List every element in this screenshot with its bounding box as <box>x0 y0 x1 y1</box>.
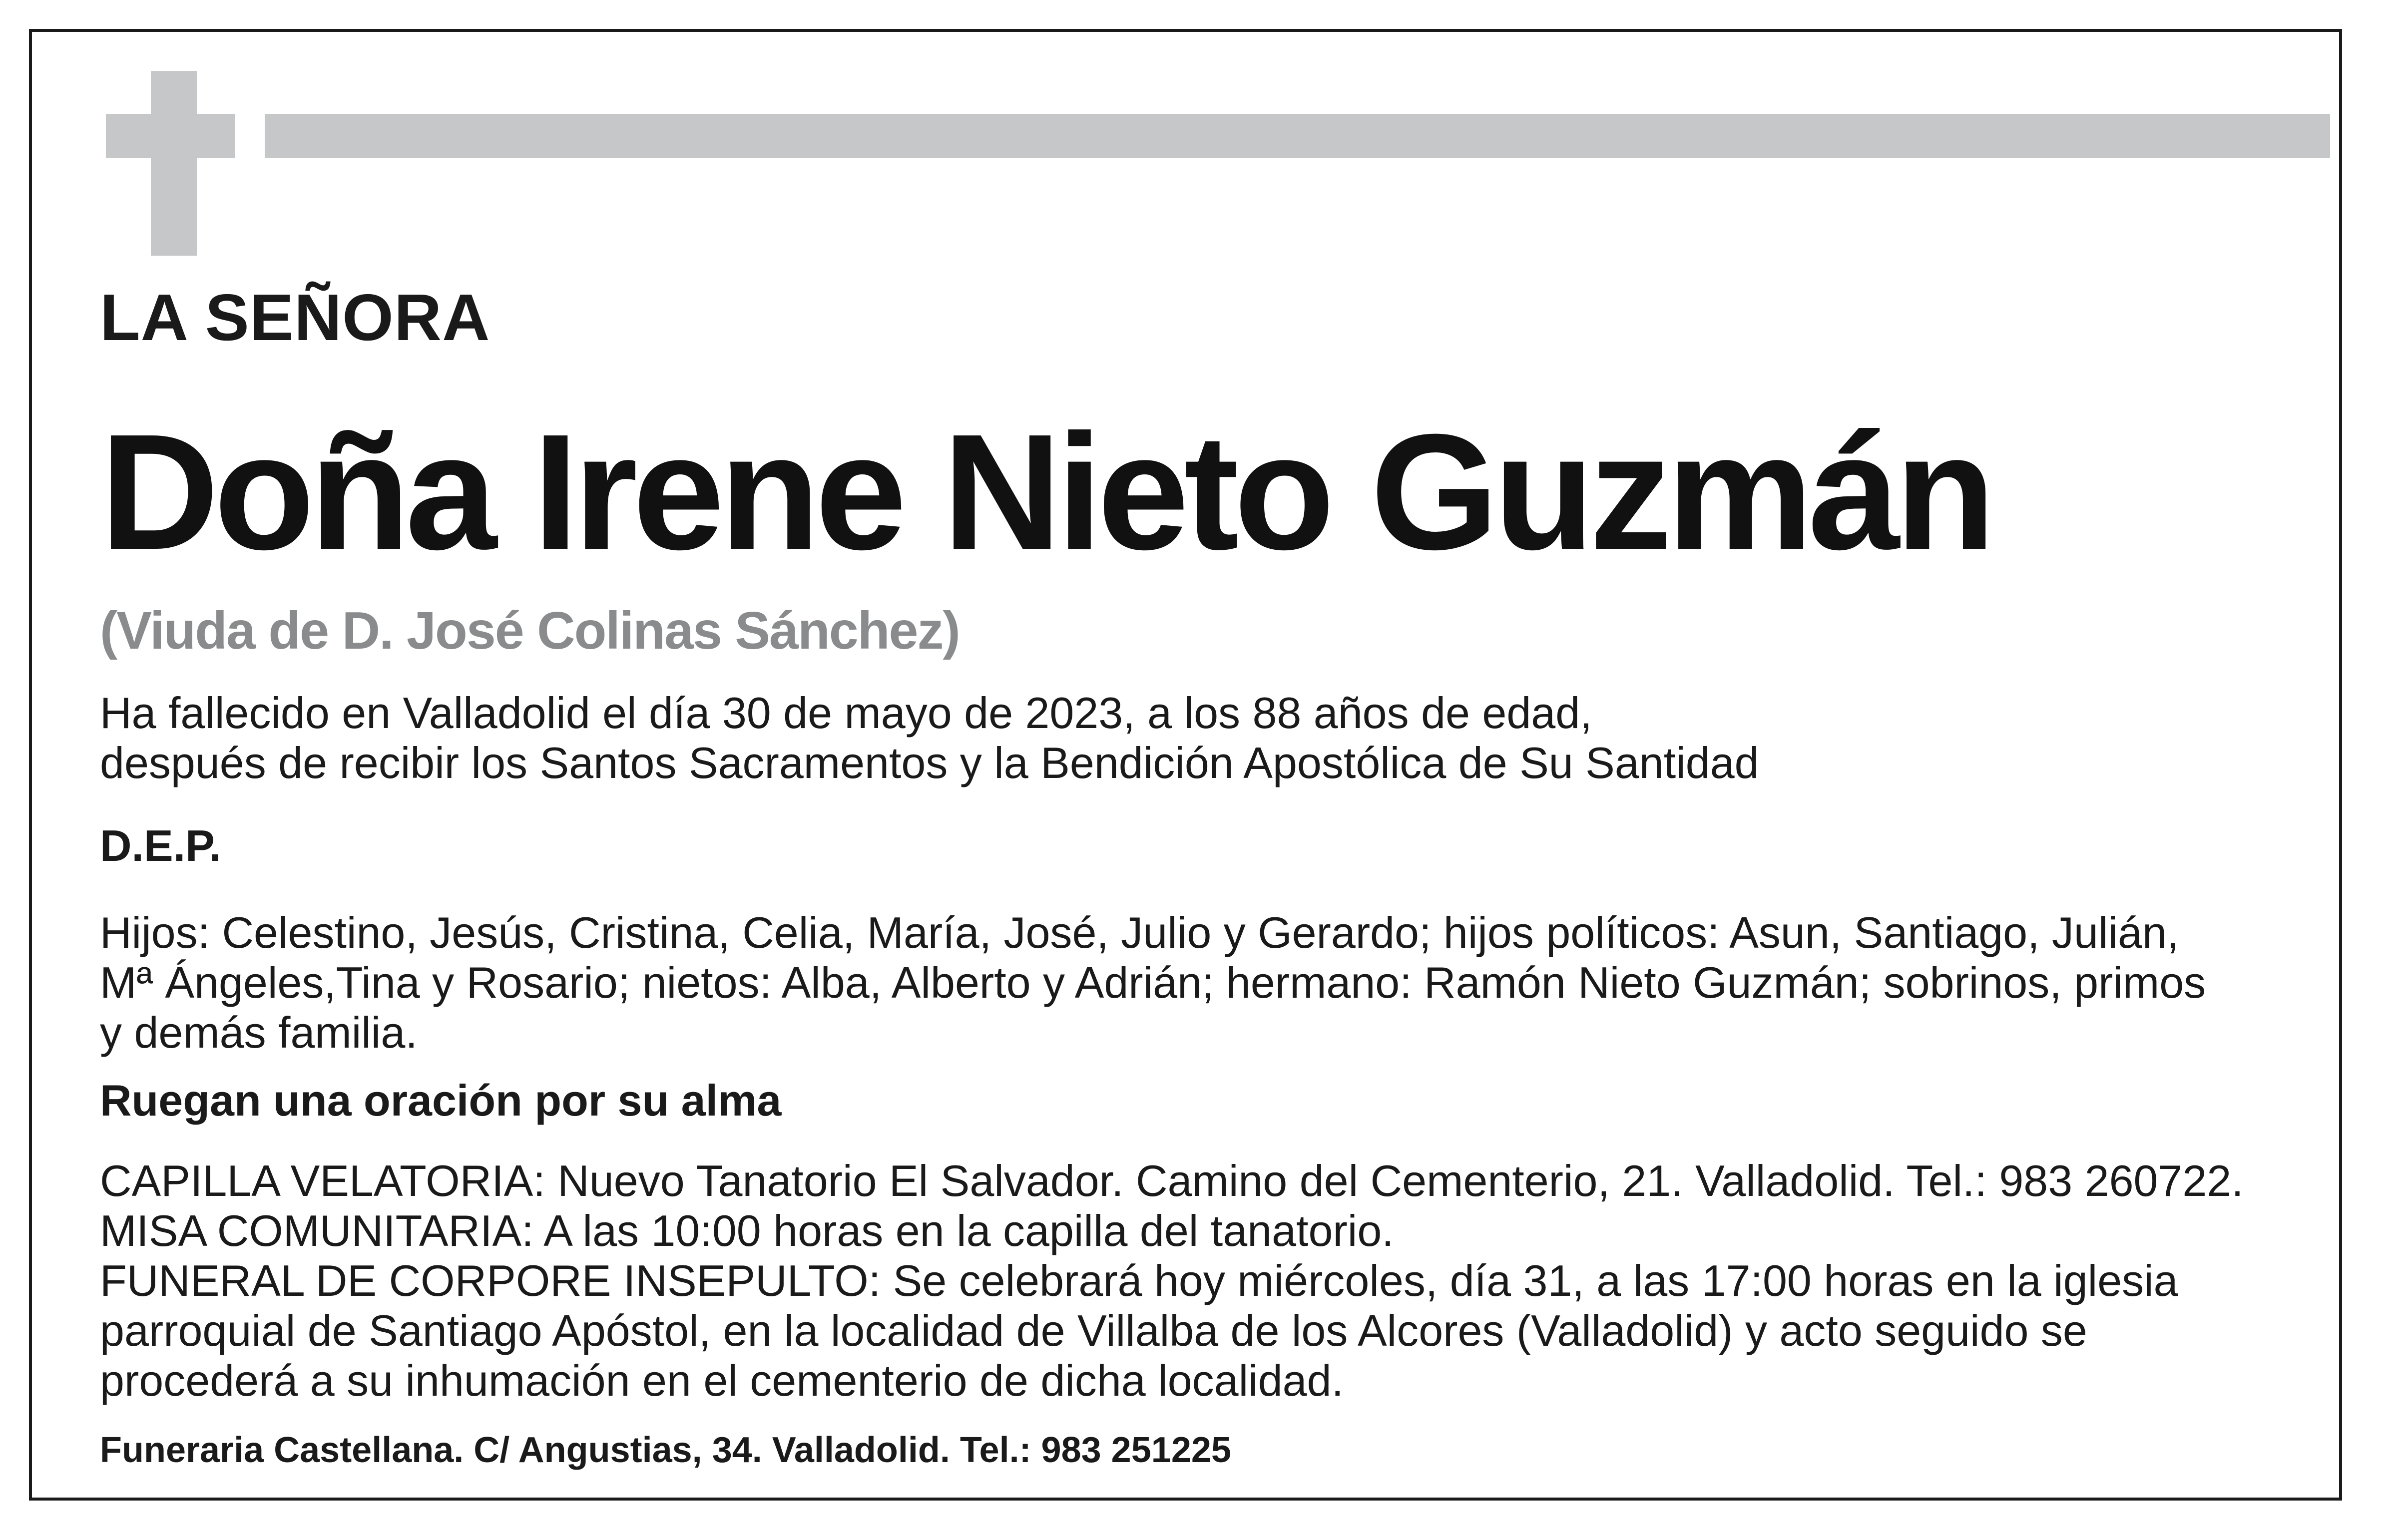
cross-icon <box>151 71 197 256</box>
death-line: Ha fallecido en Valladolid el día 30 de mayo de 2023, a los 88 años de edad, <box>100 688 1592 738</box>
services-line: CAPILLA VELATORIA: Nuevo Tanatorio El Salvador. Camino del Cementerio, 21. Valladolid. Tel.: 983 260722. <box>100 1156 2244 1205</box>
funeral-home-info: Funeraria Castellana. C/ Angustias, 34. Valladolid. Tel.: 983 251225 <box>100 1430 1231 1470</box>
rip-abbreviation: D.E.P. <box>100 821 221 870</box>
widow-of: (Viuda de D. José Colinas Sánchez) <box>100 601 960 660</box>
family-list <box>100 908 2206 1058</box>
services-line: parroquial de Santiago Apóstol, en la localidad de Villalba de los Alcores (Valladolid) y acto seguido se <box>100 1306 2087 1355</box>
services-line: FUNERAL DE CORPORE INSEPULTO: Se celebrará hoy miércoles, día 31, a las 17:00 horas en la iglesia <box>100 1256 2178 1305</box>
prayer-request: Ruegan una oración por su alma <box>100 1076 782 1125</box>
family-line: Mª Ángeles,Tina y Rosario; nietos: Alba, Alberto y Adrián; hermano: Ramón Nieto Guzmán; sobrinos, primos <box>100 958 2206 1007</box>
honorific: LA SEÑORA <box>100 281 490 354</box>
header-bar <box>265 114 2330 158</box>
services-line: procederá a su inhumación en el cementerio de dicha localidad. <box>100 1356 1344 1405</box>
death-announcement <box>100 688 1759 788</box>
deceased-name: Doña Irene Nieto Guzmán <box>100 399 1991 584</box>
death-line: después de recibir los Santos Sacramentos y la Bendición Apostólica de Su Santidad <box>100 738 1759 787</box>
family-line: Hijos: Celestino, Jesús, Cristina, Celia, María, José, Julio y Gerardo; hijos políticos: Asun, Santiago, Julián, <box>100 908 2179 957</box>
family-line: y demás familia. <box>100 1008 418 1057</box>
services-line: MISA COMUNITARIA: A las 10:00 horas en la capilla del tanatorio. <box>100 1206 1394 1255</box>
services-info <box>100 1156 2244 1406</box>
cross-icon-arm <box>106 114 235 158</box>
